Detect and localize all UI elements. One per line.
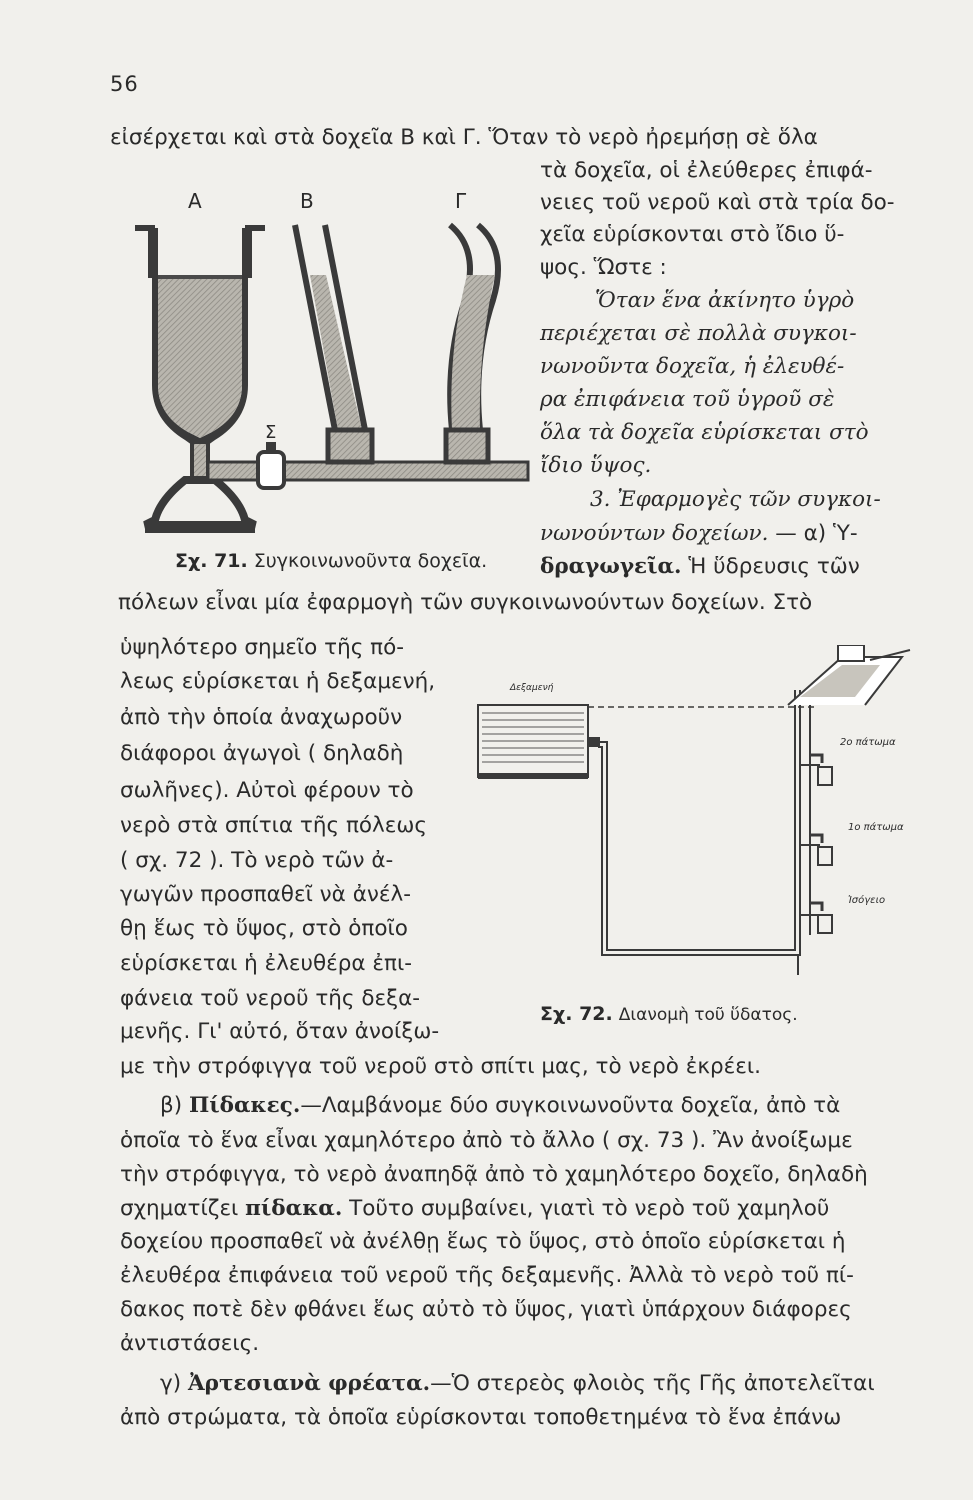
law-line: περιέχεται σὲ πολλὰ συγκοι- [540,321,857,346]
term-pidakes: Πίδακες. [188,1093,301,1118]
section-heading-cont [540,520,858,548]
para-b-line: ὁποῖα τὸ ἕνα εἶναι χαμηλότερο ἀπὸ τὸ ἄλλο ( σχ. 73 ). Ἂν ἀνοίξωμε [120,1128,853,1153]
label-floor-2: 2ο πάτωμα [840,737,896,748]
section-heading: 3. Ἐφαρμογὲς τῶν συγκοι- [590,487,881,512]
subsection-line [540,553,860,581]
figure-71-number: Σχ. 71. [175,550,248,572]
label-s: Σ [265,422,277,443]
para-b-line: ἐλευθέρα ἐπιφάνεια τοῦ νεροῦ τῆς δεξαμενῆς. Ἀλλὰ τὸ νερὸ τοῦ πί- [120,1263,854,1288]
term-pidaka: πίδακα. [245,1196,343,1221]
figure-72-water-distribution [470,645,920,975]
text-line: ἀπὸ τὴν ὁποία ἀναχωροῦν [120,705,403,730]
para-b-line [120,1195,829,1223]
vessel-a [135,225,265,533]
law-line: νωνοῦντα δοχεῖα, ἡ ἐλευθέ- [540,354,845,379]
text-line: νειες τοῦ νεροῦ καὶ στὰ τρία δο- [540,190,895,215]
label-floor-1: 1ο πάτωμα [848,822,904,833]
text-line: εὑρίσκεται ἡ ἐλευθέρα ἐπι- [120,951,413,976]
text-line: νερὸ στὰ σπίτια τῆς πόλεως [120,813,428,838]
law-line: ἴδιο ὕψος. [540,453,652,478]
term-hydragogeia: δραγωγεῖα. [540,554,682,579]
law-line: Ὅταν ἕνα ἀκίνητο ὑγρὸ [595,288,855,313]
text-line: τὰ δοχεῖα, οἱ ἐλεύθερες ἐπιφά- [540,158,873,183]
para-b-text: Τοῦτο συμβαίνει, γιατὶ τὸ νερὸ τοῦ χαμηλοῦ [342,1196,830,1221]
para-b-line [160,1092,840,1120]
label-ground-floor: Ἰσόγειο [848,895,886,906]
figure-71-title: Συγκοινωνοῦντα δοχεῖα. [253,550,488,572]
law-line: ρα ἐπιφάνεια τοῦ ὑγροῦ σὲ [540,387,835,412]
text-line: μενῆς. Γι' αὐτό, ὅταν ἀνοίξω- [120,1019,440,1044]
para-b-line: τὴν στρόφιγγα, τὸ νερὸ ἀναπηδᾷ ἀπὸ τὸ χαμηλότερο δοχεῖο, δηλαδὴ [120,1162,868,1187]
text-line: σωλῆνες). Αὐτοὶ φέρουν τὸ [120,778,414,803]
figure-72-caption [540,1003,798,1025]
section-heading-italic: νωνούντων δοχείων. [540,521,769,546]
label-a: Α [188,189,202,213]
law-line: ὅλα τὰ δοχεῖα εὑρίσκεται στὸ [540,420,869,445]
reservoir-tank [478,705,600,779]
vessel-g [446,225,498,462]
para-c-rest: —Ὁ στερεὸς φλοιὸς τῆς Γῆς ἀποτελεῖται [430,1371,875,1396]
text-line: λεως εὑρίσκεται ἡ δεξαμενή, [120,669,436,694]
label-tank: Δεξαμενή [510,683,554,693]
subsection-rest: Ἡ ὕδρευσις τῶν [681,554,860,579]
para-c-line: ἀπὸ στρώματα, τὰ ὁποῖα εὑρίσκονται τοποθετημένα τὸ ἕνα ἐπάνω [120,1405,842,1430]
page-number: 56 [110,72,139,96]
text-line: εἰσέρχεται καὶ στὰ δοχεῖα Β καὶ Γ. Ὅταν τὸ νερὸ ἠρεμήσῃ σὲ ὅλα [110,125,818,150]
text-line: φάνεια τοῦ νεροῦ τῆς δεξα- [120,986,421,1011]
para-c-label: γ) [160,1371,182,1396]
text-line: πόλεων εἶναι μία ἐφαρμογὴ τῶν συγκοινωνούντων δοχείων. Στὸ [118,590,813,615]
section-heading-rest: — α) Ὑ- [775,521,858,546]
text-line: χεῖα εὑρίσκονται στὸ ἴδιο ὕ- [540,222,845,247]
para-b-label: β) [160,1093,183,1118]
para-b-line: δοχείου προσπαθεῖ νὰ ἀνέλθῃ ἕως τὸ ὕψος, στὸ ὁποῖο εὑρίσκεται ἡ [120,1229,846,1254]
para-c-line [160,1370,875,1398]
vessel-b [295,225,372,462]
text-line: θῃ ἕως τὸ ὕψος, στὸ ὁποῖο [120,916,408,941]
text-line: ψος. Ὥστε : [540,255,667,280]
label-b: Β [300,189,314,213]
para-b-text: σχηματίζει [120,1196,246,1221]
label-g: Γ [455,189,467,213]
figure-72-title: Διανομὴ τοῦ ὕδατος. [618,1005,798,1025]
figure-71-caption [175,550,487,572]
text-line: ὑψηλότερο σημεῖο τῆς πό- [120,635,405,660]
text-line: με τὴν στρόφιγγα τοῦ νεροῦ στὸ σπίτι μας, τὸ νερὸ ἐκρέει. [120,1054,762,1079]
figure-72-number: Σχ. 72. [540,1003,613,1025]
term-artesian-wells: Ἀρτεσιανὰ φρέατα. [187,1371,431,1396]
text-line: διάφοροι ἀγωγοὶ ( δηλαδὴ [120,741,404,766]
text-line: γωγῶν προσπαθεῖ νὰ ἀνέλ- [120,882,411,907]
text-line: ( σχ. 72 ). Τὸ νερὸ τῶν ἀ- [120,848,394,873]
main-pipe [598,690,800,955]
house [788,645,910,935]
figure-71-communicating-vessels [130,180,530,560]
para-b-rest: —Λαμβάνομε δύο συγκοινωνοῦντα δοχεῖα, ἀπὸ τὰ [300,1093,841,1118]
para-b-line: δακος ποτὲ δὲν φθάνει ἕως αὐτὸ τὸ ὕψος, γιατὶ ὑπάρχουν διάφορες [120,1297,852,1322]
para-b-line: ἀντιστάσεις. [120,1331,260,1356]
